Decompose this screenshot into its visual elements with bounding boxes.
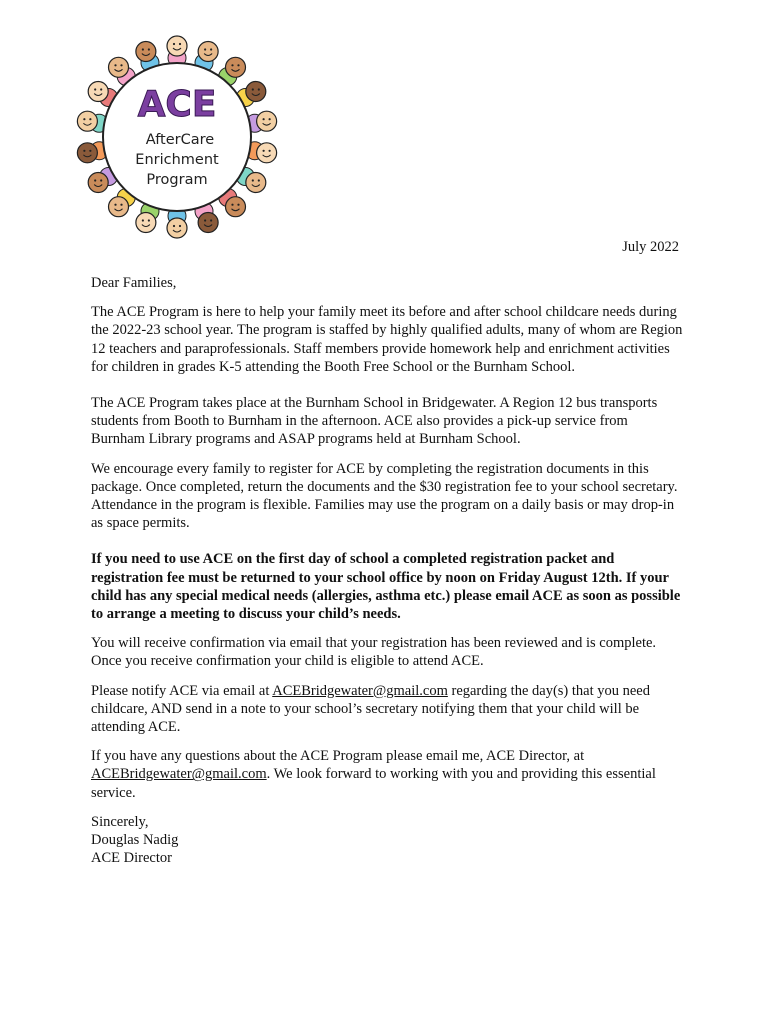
child-face-icon	[198, 41, 218, 61]
child-eye-icon	[148, 48, 150, 50]
child-eye-icon	[231, 64, 233, 66]
logo-line-program: Program	[146, 172, 208, 188]
logo-title: ACE	[137, 84, 217, 125]
child-eye-icon	[252, 179, 254, 181]
child-eye-icon	[148, 219, 150, 221]
questions-text-before: If you have any questions about the ACE Program please email me, ACE Director, at	[91, 748, 585, 765]
child-eye-icon	[263, 118, 265, 120]
child-eye-icon	[179, 43, 181, 45]
child-face-icon	[257, 143, 277, 163]
child-face-icon	[225, 197, 245, 217]
child-face-icon	[167, 36, 187, 56]
child-eye-icon	[237, 204, 239, 206]
child-eye-icon	[263, 150, 265, 152]
paragraph-intro: The ACE Program is here to help your family meet its before and after school childcare needs during the 2022-23 school year. The program is staffed by highly qualified adults, many of whom are Region 12 teachers and paraprofessionals. Staff members provide homework help and enrichment activities for children in grades K-5 attending the Booth Free School or the Burnham School.	[91, 304, 683, 375]
child-eye-icon	[83, 118, 85, 120]
child-eye-icon	[210, 48, 212, 50]
child-face-icon	[167, 218, 187, 238]
logo-line-enrichment: Enrichment	[135, 152, 219, 168]
child-eye-icon	[120, 204, 122, 206]
child-face-icon	[257, 111, 277, 131]
child-face-icon	[225, 57, 245, 77]
child-eye-icon	[258, 88, 260, 90]
child-eye-icon	[204, 48, 206, 50]
logo-line-aftercare: AfterCare	[145, 132, 215, 148]
child-face-icon	[136, 213, 156, 233]
child-eye-icon	[89, 118, 91, 120]
child-face-icon	[88, 173, 108, 193]
ace-logo-graphic	[72, 26, 282, 248]
notify-text-before: Please notify ACE via email at	[91, 682, 273, 699]
child-face-icon	[198, 213, 218, 233]
child-face-icon	[246, 82, 266, 102]
paragraph-questions	[91, 747, 683, 802]
child-eye-icon	[89, 150, 91, 152]
child-face-icon	[109, 57, 129, 77]
child-eye-icon	[258, 179, 260, 181]
child-face-icon	[136, 41, 156, 61]
child-eye-icon	[94, 179, 96, 181]
paragraph-deadline: If you need to use ACE on the first day of school a completed registration packet and registration fee must be returned to your school office by noon on Friday August 12th. If your child has any special medical needs (allergies, asthma etc.) please email ACE as soon as possible to arrange a meeting to discuss your child’s needs.	[91, 551, 681, 623]
child-eye-icon	[83, 150, 85, 152]
child-face-icon	[246, 173, 266, 193]
child-eye-icon	[100, 88, 102, 90]
questions-text-after: . We look forward to working with you and providing this essential service.	[91, 766, 656, 801]
signer-name: Douglas Nadig	[91, 832, 179, 849]
letter-date: July 2022	[622, 239, 679, 255]
letter-body	[91, 274, 683, 867]
notify-text-after: regarding the day(s) that you need childcare, AND send in a note to your school’s secretary notifying them that your child will be attending ACE.	[91, 682, 650, 736]
child-face-icon	[88, 82, 108, 102]
child-eye-icon	[100, 179, 102, 181]
child-eye-icon	[269, 118, 271, 120]
child-face-icon	[109, 197, 129, 217]
child-eye-icon	[114, 64, 116, 66]
signature-block	[91, 813, 683, 868]
child-eye-icon	[120, 64, 122, 66]
child-face-icon	[77, 143, 97, 163]
child-eye-icon	[252, 88, 254, 90]
signer-title: ACE Director	[91, 850, 172, 867]
paragraph-registration: We encourage every family to register for ACE by completing the registration documents in this package. Once completed, return the documents and the $30 registration fee to your school secretary. Attendance in the program is flexible. Families may use the program on a daily basis or may drop-in as space permits.	[91, 460, 678, 532]
child-eye-icon	[94, 88, 96, 90]
child-eye-icon	[237, 64, 239, 66]
child-eye-icon	[204, 219, 206, 221]
greeting: Dear Families,	[91, 275, 177, 291]
email-link[interactable]: ACEBridgewater@gmail.com	[272, 682, 448, 699]
paragraph-confirmation: You will receive confirmation via email that your registration has been reviewed and is complete. Once you receive confirmation your child is eligible to attend ACE.	[91, 635, 657, 670]
child-eye-icon	[210, 219, 212, 221]
closing: Sincerely,	[91, 813, 149, 830]
child-eye-icon	[231, 204, 233, 206]
child-eye-icon	[142, 48, 144, 50]
child-eye-icon	[173, 43, 175, 45]
child-eye-icon	[173, 225, 175, 227]
child-face-icon	[77, 111, 97, 131]
paragraph-location: The ACE Program takes place at the Burnham School in Bridgewater. A Region 12 bus transports students from Booth to Burnham in the afternoon. ACE also provides a pick-up service from Burnham Library programs and ASAP programs held at Burnham School.	[91, 395, 658, 448]
child-eye-icon	[142, 219, 144, 221]
email-link[interactable]: ACEBridgewater@gmail.com	[91, 766, 267, 783]
child-eye-icon	[179, 225, 181, 227]
child-eye-icon	[269, 150, 271, 152]
paragraph-notify	[91, 682, 683, 737]
ace-logo	[72, 26, 282, 248]
child-eye-icon	[114, 204, 116, 206]
